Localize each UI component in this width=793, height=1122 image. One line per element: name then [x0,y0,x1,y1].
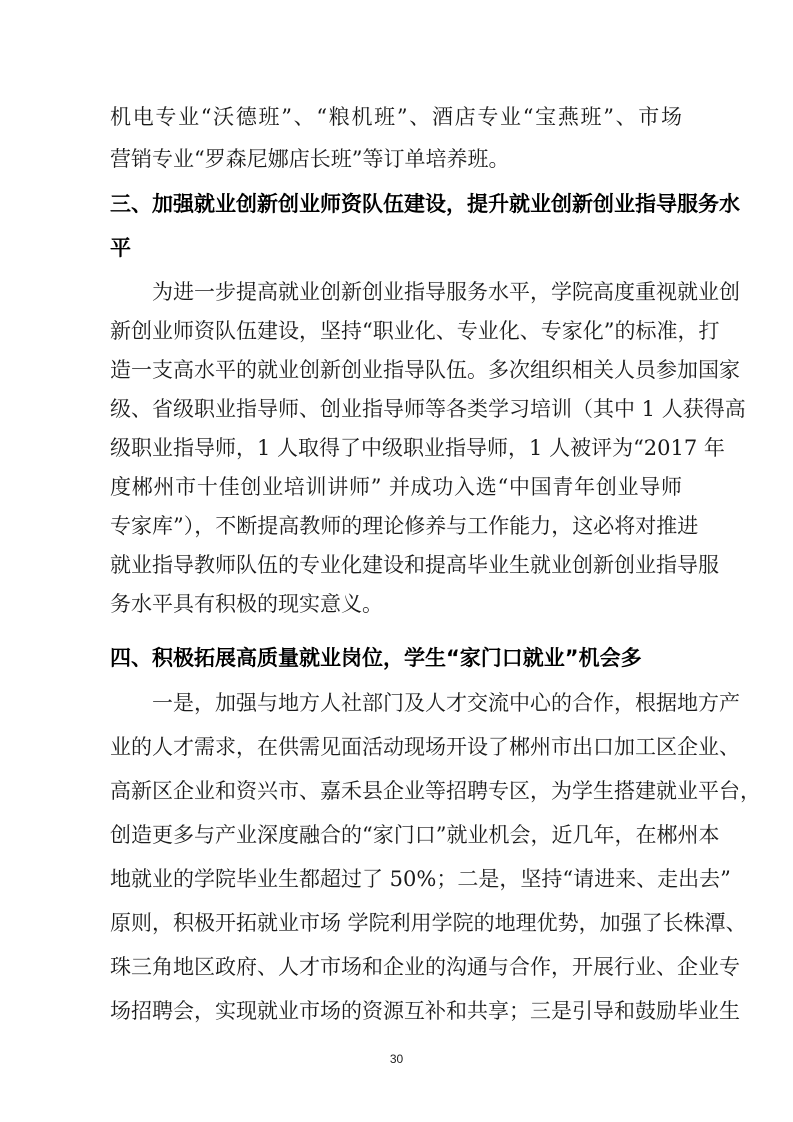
section-heading: 三、加强就业创新创业师资队伍建设，提升就业创新创业指导服务水 [110,192,740,216]
body-line: 高新区企业和资兴市、嘉禾县企业等招聘专区，为学生搭建就业平台， [110,779,761,803]
section-heading: 四、积极拓展高质量就业岗位，学生“家门口就业”机会多 [110,646,642,670]
body-line: 级、省级职业指导师、创业指导师等各类学习培训（其中 1 人获得高 [110,397,746,421]
body-line: 原则，积极开拓就业市场 学院利用学院的地理优势，加强了长株潭、 [110,911,747,935]
body-line: 营销专业“罗森尼娜店长班”等订单培养班。 [110,147,510,171]
body-line: 为进一步提高就业创新创业指导服务水平，学院高度重视就业创 [152,280,740,304]
body-line: 机电专业“沃德班”、“粮机班”、酒店专业“宝燕班”、市场 [110,105,682,129]
body-line: 珠三角地区政府、人才市场和企业的沟通与合作，开展行业、企业专 [110,955,740,979]
body-line: 级职业指导师，1 人取得了中级职业指导师，1 人被评为“2017 年 [110,436,725,460]
body-line: 地就业的学院毕业生都超过了 50%；二是，坚持“请进来、走出去” [110,867,731,891]
body-line: 场招聘会，实现就业市场的资源互补和共享；三是引导和鼓励毕业生 [110,999,740,1023]
body-line: 创造更多与产业深度融合的“家门口”就业机会，近几年，在郴州本 [110,823,720,847]
body-line: 专家库”），不断提高教师的理论修养与工作能力，这必将对推进 [110,514,699,538]
body-line: 务水平具有积极的现实意义。 [110,592,383,616]
body-line: 度郴州市十佳创业培训讲师” 并成功入选“中国青年创业导师 [110,475,682,499]
body-line: 新创业师资队伍建设，坚持“职业化、专业化、专家化”的标准，打 [110,319,720,343]
page-number: 30 [389,1052,404,1066]
body-line: 一是，加强与地方人社部门及人才交流中心的合作，根据地方产 [152,691,740,715]
body-line: 就业指导教师队伍的专业化建设和提高毕业生就业创新创业指导服 [110,553,719,577]
section-heading: 平 [110,236,131,260]
body-line: 业的人才需求，在供需见面活动现场开设了郴州市出口加工区企业、 [110,735,740,759]
body-line: 造一支高水平的就业创新创业指导队伍。多次组织相关人员参加国家 [110,358,740,382]
